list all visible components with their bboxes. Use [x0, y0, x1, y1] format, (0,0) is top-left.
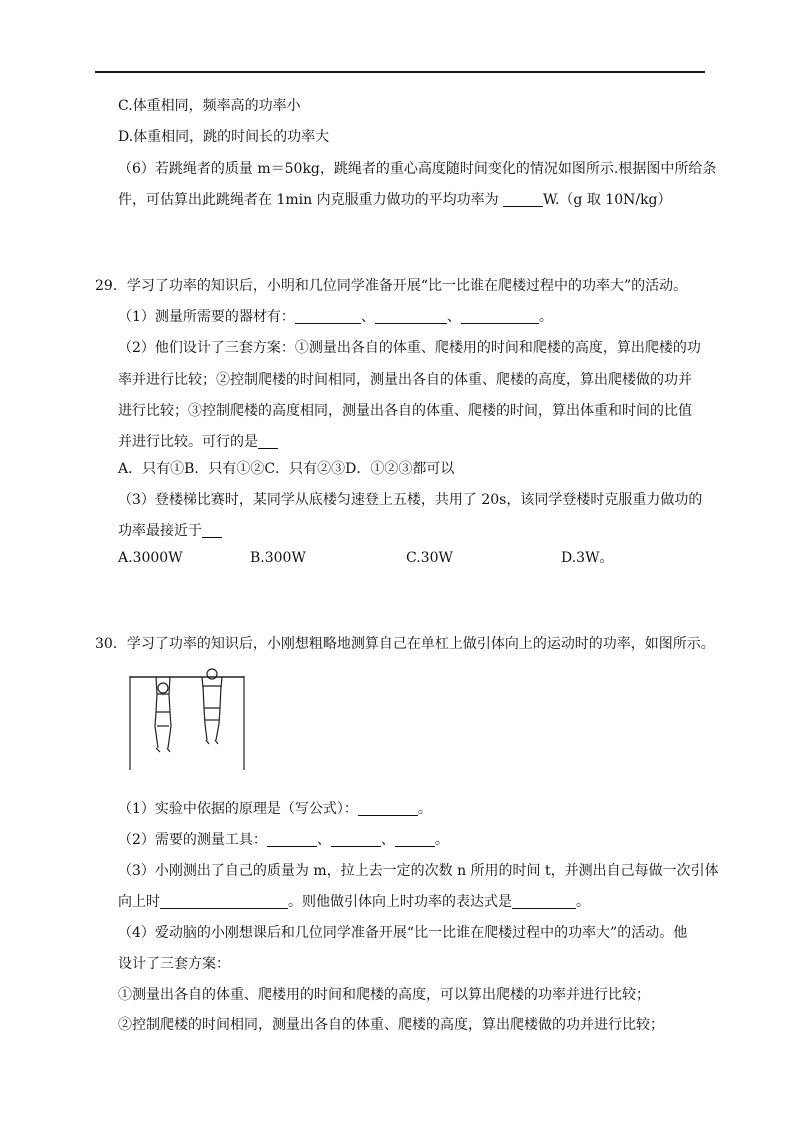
q30-part4-line1: （4）爱动脑的小刚想课后和几位同学准备开展“比一比谁在爬楼过程中的功率大”的活动。他 [118, 925, 688, 941]
period: 。 [417, 801, 432, 817]
q30-part1-text: （1）实验中依据的原理是（写公式）： [118, 801, 358, 817]
separator: 、 [446, 309, 461, 325]
person1-torso [156, 694, 170, 712]
person2-feet [206, 740, 218, 744]
q29-part1 [118, 307, 553, 327]
header-rule [95, 71, 705, 73]
q29-part2-line4 [118, 432, 278, 452]
q28-option-d: D.体重相同，跳的时间长的功率大 [118, 129, 330, 145]
q29-option-b: B.300W [250, 550, 306, 566]
q29-part1-text: （1）测量所需要的器材有： [118, 309, 295, 325]
q29-part3-line2 [118, 521, 222, 541]
separator: 、 [360, 309, 375, 325]
q30-part2-blank-1[interactable] [267, 832, 317, 847]
period: 。 [538, 309, 553, 325]
q29-option-c: C.30W [406, 550, 453, 566]
q29-part2-text: 并进行比较。可行的是 [118, 434, 258, 450]
q30-part3-text-mid: 。则他做引体向上时功率的表达式是 [288, 894, 512, 910]
q29-part3-answer-blank[interactable] [202, 523, 222, 538]
q30-part1 [118, 799, 432, 819]
pull-up-illustration [126, 664, 248, 774]
q30-part3-line2 [118, 892, 590, 912]
person1-feet [156, 748, 170, 752]
q29-part2-line1: （2）他们设计了三套方案：①测量出各自的体重、爬楼用的时间和爬楼的高度，算出爬楼的功 [118, 340, 701, 356]
q28-option-c: C.体重相同，频率高的功率小 [118, 98, 301, 114]
q29-part2-answer-blank[interactable] [258, 434, 278, 449]
person1-legs [155, 712, 171, 748]
q28-part6-answer-blank[interactable] [503, 192, 543, 207]
q30-part3-text: 向上时 [118, 894, 160, 910]
q29-part2-line2: 率并进行比较；②控制爬楼的时间相同，测量出各自的体重、爬楼的高度，算出爬楼做的功并 [118, 372, 692, 388]
person2-torso [203, 686, 221, 708]
q28-part6-text: 件，可估算出此跳绳者在 1min 内克服重力做功的平均功率为 [118, 192, 499, 208]
q30-part1-formula-blank[interactable] [358, 801, 418, 816]
q29-part1-blank-2[interactable] [375, 309, 447, 324]
person2-legs [204, 708, 220, 740]
q28-part6-line2 [118, 190, 672, 210]
q30-part2-blank-2[interactable] [331, 832, 381, 847]
q30-part2-text: （2）需要的测量工具： [118, 832, 267, 848]
q30-stem: 30．学习了功率的知识后，小刚想粗略地测算自己在单杠上做引体向上的运动时的功率，如图所示。 [95, 636, 715, 652]
q29-part3-text: 功率最接近于 [118, 523, 202, 539]
q28-part6-unit: W.（g 取 10N/kg） [543, 192, 672, 208]
q30-part4-line2: 设计了三套方案： [118, 956, 230, 972]
q30-plan2: ②控制爬楼的时间相同，测量出各自的体重、爬楼的高度，算出爬楼做的功并进行比较； [118, 1017, 664, 1033]
period: 。 [576, 894, 590, 910]
person1-head [158, 683, 168, 693]
q29-stem: 29．学习了功率的知识后，小明和几位同学准备开展“比一比谁在爬楼过程中的功率大”的活动。 [95, 278, 688, 294]
q29-option-a: A.3000W [118, 550, 183, 566]
q29-part2-options: A．只有①B．只有①②C．只有②③D．①②③都可以 [118, 461, 455, 477]
q29-part1-blank-3[interactable] [461, 309, 539, 324]
q30-part3-expression-blank[interactable] [512, 894, 576, 909]
separator: 、 [316, 832, 331, 848]
separator: 、 [380, 832, 395, 848]
pull-up-figure [126, 664, 248, 774]
q29-option-d: D.3W。 [561, 550, 614, 566]
q29-part3-line1: （3）登楼梯比赛时，某同学从底楼匀速登上五楼，共用了 20s，该同学登楼时克服重力做功的 [118, 492, 703, 508]
period: 。 [434, 832, 449, 848]
q29-part1-blank-1[interactable] [295, 309, 361, 324]
q30-part3-line1: （3）小刚测出了自己的质量为 m，拉上去一定的次数 n 所用的时间 t，并测出自己每做一次引体 [118, 863, 719, 879]
q28-part6-line1: （6）若跳绳者的质量 m＝50kg，跳绳者的重心高度随时间变化的情况如图所示.根据图中所给条 [118, 161, 717, 177]
q30-plan1: ①测量出各自的体重、爬楼用的时间和爬楼的高度，可以算出爬楼的功率并进行比较； [118, 987, 650, 1003]
q30-part2-blank-3[interactable] [395, 832, 435, 847]
q30-part2 [118, 830, 449, 850]
q29-part2-line3: 进行比较；③控制爬楼的高度相同，测量出各自的体重、爬楼的时间，算出体重和时间的比值 [118, 403, 692, 419]
q30-part3-measure-blank[interactable] [160, 894, 288, 909]
